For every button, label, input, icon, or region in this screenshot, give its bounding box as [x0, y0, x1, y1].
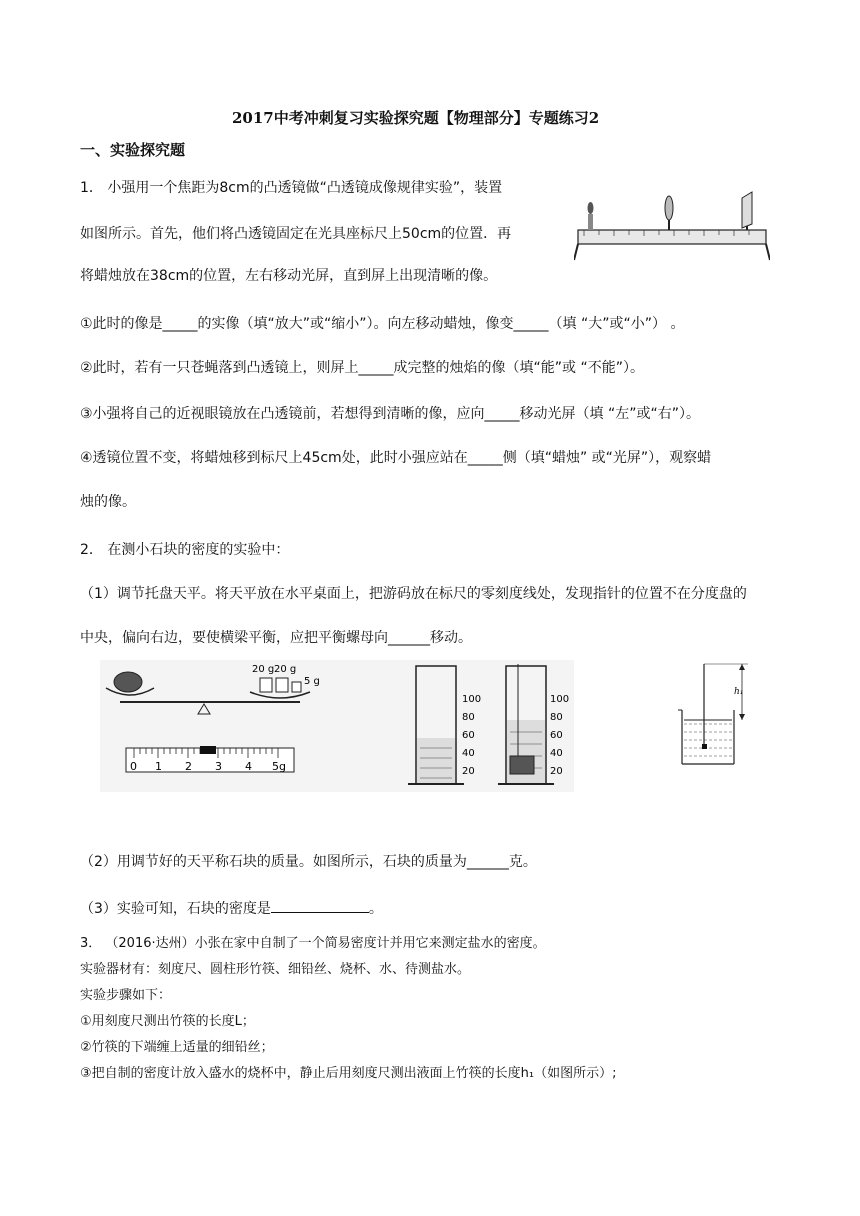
page-title: 2017中考冲刺复习实验探究题【物理部分】专题练习2	[232, 109, 600, 127]
weight-label-3: 5 g	[304, 676, 320, 687]
weight-label-1: 20 g	[252, 664, 275, 675]
h1-label: h₁	[734, 687, 744, 697]
cyl1-mark-20: 20	[462, 766, 475, 777]
q2-part-3	[80, 898, 383, 919]
cyl1-mark-40: 40	[462, 748, 475, 759]
q2-part-3-text: （3）实验可知，石块的密度是	[80, 901, 271, 917]
q1-line-3: 将蜡烛放在38cm的位置，左右移动光屏，直到屏上出现清晰的像。	[80, 268, 498, 284]
q3-line-1: 3． （2016·达州）小张在家中自制了一个简易密度计并用它来测定盐水的密度。	[80, 936, 546, 951]
beaker-densimeter-figure	[676, 660, 758, 770]
q1-part-a: ①此时的像是_____的实像（填“放大”或“缩小”）。向左移动蜡烛，像变_____（填 “大”或“小”） 。	[80, 316, 685, 332]
ruler-tick-0: 0	[130, 760, 137, 773]
cyl2-mark-100: 100	[550, 694, 570, 705]
weight-label-2: 20 g	[274, 664, 297, 675]
cyl2-mark-60: 60	[550, 730, 563, 741]
q2-part-1-line-2: 中央，偏向右边，要使横梁平衡，应把平衡螺母向______移动。	[80, 630, 472, 646]
q1-line-2: 如图所示。首先，他们将凸透镜固定在光具座标尺上50cm的位置．再	[80, 226, 512, 242]
cyl2-mark-20: 20	[550, 766, 563, 777]
stone-in-cylinder-icon	[510, 756, 534, 774]
section-heading: 一、实验探究题	[80, 141, 186, 159]
q3-step-2: ②竹筷的下端缠上适量的细铅丝；	[80, 1040, 274, 1055]
q3-step-1: ①用刻度尺测出竹筷的长度L；	[80, 1014, 255, 1029]
q2-part-2: （2）用调节好的天平称石块的质量。如图所示，石块的质量为______克。	[80, 854, 537, 870]
q1-part-d-line-1: ④透镜位置不变，将蜡烛移到标尺上45cm处，此时小强应站在_____侧（填“蜡烛” 或“光屏”），观察蜡	[80, 450, 712, 466]
cyl1-mark-80: 80	[462, 712, 475, 723]
ruler-tick-2: 2	[185, 760, 192, 773]
q3-step-3: ③把自制的密度计放入盛水的烧杯中，静止后用刻度尺测出液面上竹筷的长度h₁（如图所示）;	[80, 1066, 617, 1081]
cyl1-mark-60: 60	[462, 730, 475, 741]
ruler-tick-1: 1	[155, 760, 162, 773]
cyl2-mark-80: 80	[550, 712, 563, 723]
q1-part-d-line-2: 烛的像。	[80, 494, 136, 510]
q3-line-3: 实验步骤如下：	[80, 988, 172, 1003]
q2-line-1: 2． 在测小石块的密度的实验中：	[80, 542, 290, 558]
q1-part-b: ②此时，若有一只苍蝇落到凸透镜上，则屏上_____成完整的烛焰的像（填“能”或 “不能”）。	[80, 360, 645, 376]
q1-part-c: ③小强将自己的近视眼镜放在凸透镜前，若想得到清晰的像，应向_____移动光屏（填 “左”或“右”）。	[80, 406, 701, 422]
q2-part-1-line-1: （1）调节托盘天平。将天平放在水平桌面上，把游码放在标尺的零刻度线处，发现指针的位置不在分度盘的	[80, 586, 747, 602]
density-experiment-figure	[100, 660, 574, 792]
q1-line-1: 1． 小强用一个焦距为8cm的凸透镜做“凸透镜成像规律实验”，装置	[80, 180, 503, 196]
ruler-tick-5: 5g	[272, 760, 286, 773]
q3-line-2: 实验器材有：刻度尺、圆柱形竹筷、细铅丝、烧杯、水、待测盐水。	[80, 962, 471, 977]
answer-blank	[271, 898, 369, 913]
cyl2-mark-40: 40	[550, 748, 563, 759]
optical-bench-figure	[574, 188, 770, 264]
ruler-tick-3: 3	[215, 760, 222, 773]
rider-icon	[200, 746, 216, 754]
q2-part-3-end: 。	[368, 901, 383, 917]
stone-icon	[114, 672, 142, 692]
ruler-tick-4: 4	[245, 760, 252, 773]
cyl1-mark-100: 100	[462, 694, 482, 705]
